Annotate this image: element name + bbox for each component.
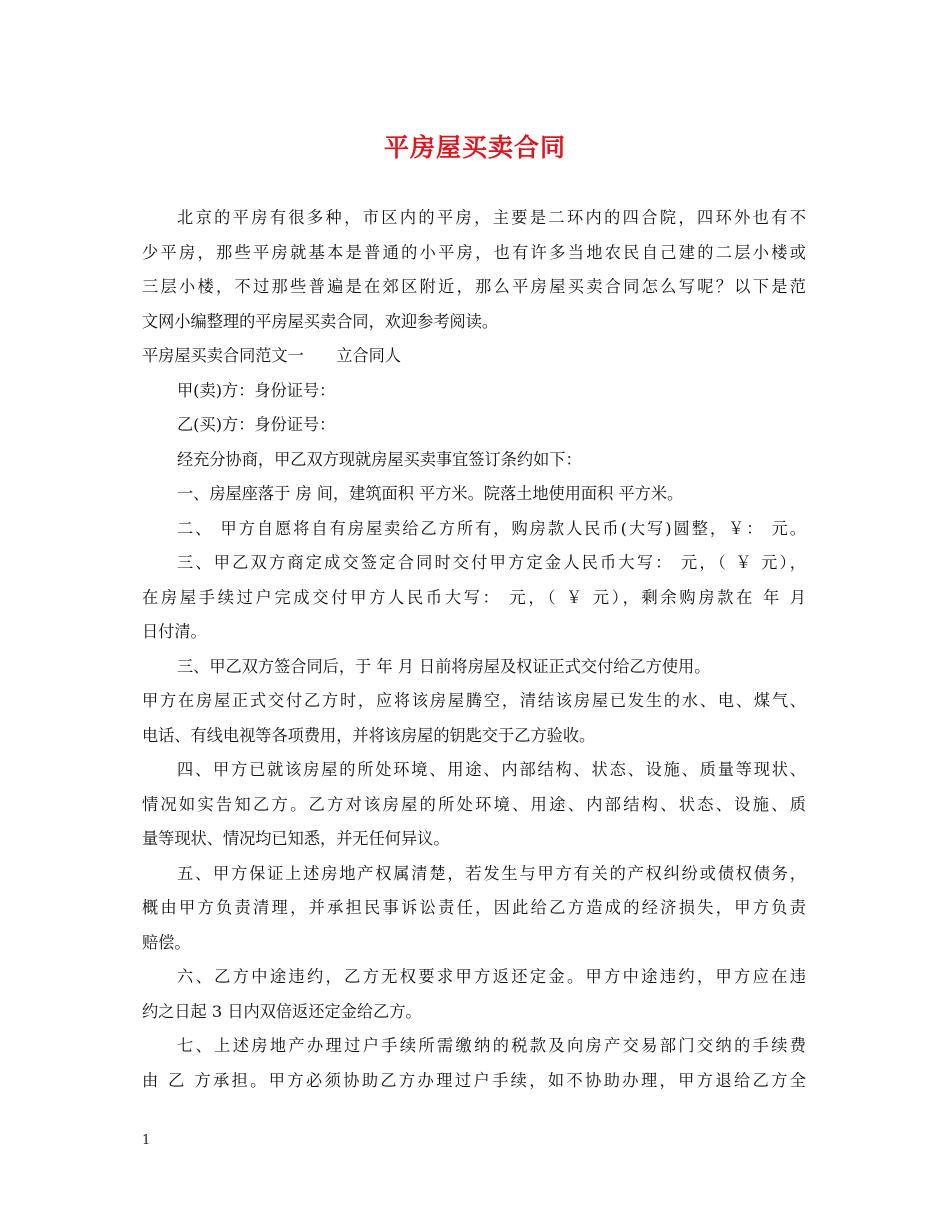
- text-line: 甲方在房屋正式交付乙方时，应将该房屋腾空，清结该房屋已发生的水、电、煤气、: [142, 691, 806, 710]
- text-line: 文网小编整理的平房屋买卖合同，欢迎参考阅读。: [142, 311, 499, 331]
- text-line: 经充分协商，甲乙双方现就房屋买卖事宜签订条约如下：: [177, 449, 582, 469]
- text-line: 电话、有线电视等各项费用，并将该房屋的钥匙交于乙方验收。: [142, 725, 596, 745]
- text-line: 一、房屋座落于 房 间，建筑面积 平方米。院落土地使用面积 平方米。: [177, 484, 684, 503]
- document-title: 平房屋买卖合同: [383, 133, 566, 162]
- text-line: 量等现状、情况均已知悉，并无任何异议。: [142, 829, 450, 848]
- text-line: 七、上述房地产办理过户手续所需缴纳的税款及向房产交易部门交纳的手续费: [177, 1036, 806, 1055]
- text-line: 甲(卖)方：身份证号：: [177, 380, 336, 400]
- text-line: 四、甲方已就该房屋的所处环境、用途、内部结构、状态、设施、质量等现状、: [177, 760, 806, 779]
- text-line: 北京的平房有很多种，市区内的平房，主要是二环内的四合院，四环外也有不: [177, 208, 806, 227]
- document-body: [142, 201, 806, 1098]
- text-line: 少平房，那些平房就基本是普通的小平房，也有许多当地农民自己建的二层小楼或: [142, 242, 806, 262]
- text-line: 二、 甲方自愿将自有房屋卖给乙方所有，购房款人民币(大写)圆整，￥： 元。: [177, 518, 806, 538]
- text-line: 平房屋买卖合同范文一 立合同人: [142, 346, 401, 365]
- page-number: 1: [142, 1133, 151, 1148]
- text-line: 六、乙方中途违约，乙方无权要求甲方返还定金。甲方中途违约，甲方应在违: [177, 967, 806, 986]
- text-line: 日付清。: [142, 622, 207, 641]
- text-line: 在房屋手续过户完成交付甲方人民币大写： 元，（ ￥ 元），剩余购房款在 年 月: [142, 587, 806, 607]
- text-line: 三层小楼，不过那些普遍是在郊区附近，那么平房屋买卖合同怎么写呢？以下是范: [142, 277, 806, 296]
- text-line: 赔偿。: [142, 932, 191, 952]
- text-line: 五、甲方保证上述房地产权属清楚，若发生与甲方有关的产权纠纷或债权债务，: [177, 863, 806, 883]
- text-line: 三、甲乙双方商定成交签定合同时交付甲方定金人民币大写： 元，（ ￥ 元），: [177, 553, 806, 572]
- text-line: 三、甲乙双方签合同后，于 年 月 日前将房屋及权证正式交付给乙方使用。: [177, 656, 711, 676]
- text-line: 乙(买)方：身份证号：: [177, 415, 336, 434]
- text-line: 由 乙 方承担。甲方必须协助乙方办理过户手续，如不协助办理，甲方退给乙方全: [142, 1070, 806, 1090]
- text-line: 概由甲方负责清理，并承担民事诉讼责任，因此给乙方造成的经济损失，甲方负责: [142, 898, 806, 917]
- text-line: 情况如实告知乙方。乙方对该房屋的所处环境、用途、内部结构、状态、设施、质: [142, 794, 806, 814]
- text-line: 约之日起 3 日内双倍返还定金给乙方。: [142, 1001, 422, 1021]
